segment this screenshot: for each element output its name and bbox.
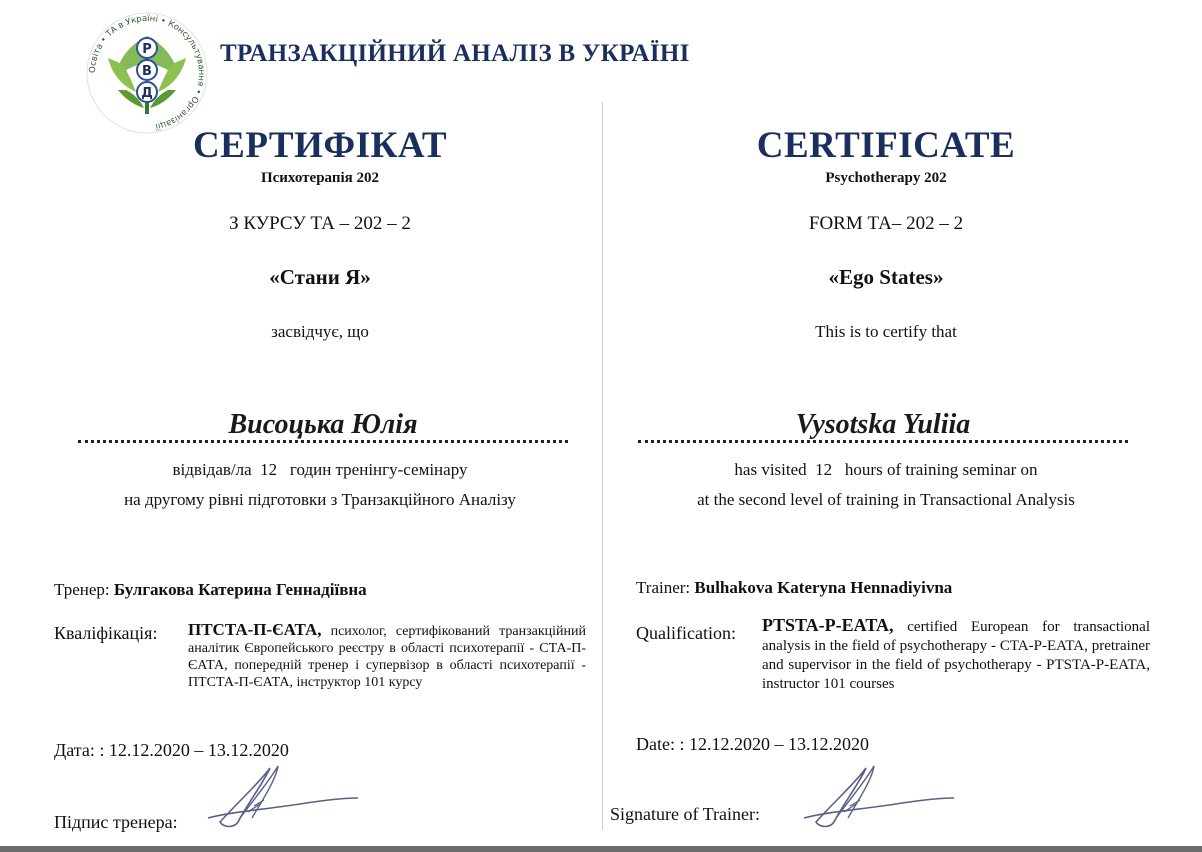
en-certificate-title: CERTIFICATE bbox=[756, 125, 1016, 166]
en-certify-text: This is to certify that bbox=[815, 322, 957, 341]
en-qualification-label: Qualification: bbox=[636, 623, 736, 643]
ua-signature-label: Підпис тренера: bbox=[54, 812, 178, 832]
en-qualification-description: certified European for transactional analysis in the field of psychotherapy - CTA-P-EATA, pretrainer and supervisor in the field of psychotherapy - PTSTA-P-EATA, instructor 101 courses bbox=[762, 619, 1151, 692]
en-trainer-line bbox=[636, 578, 952, 598]
en-attendance-line bbox=[626, 460, 1146, 480]
logo-letter-d: Д bbox=[141, 86, 153, 101]
en-trainer-label: Trainer: bbox=[636, 578, 691, 597]
column-divider bbox=[602, 102, 603, 830]
en-qualification-code: PTSTA-P-EATA, bbox=[762, 615, 894, 635]
ua-attended-pre: відвідав/ла bbox=[172, 460, 252, 479]
organization-title: ТРАНЗАКЦІЙНИЙ АНАЛІЗ В УКРАЇНІ bbox=[220, 40, 690, 67]
en-attended-post: hours of training seminar on bbox=[844, 460, 1038, 479]
en-attended-pre: has visited bbox=[734, 460, 807, 479]
ua-trainer-signature bbox=[200, 760, 370, 835]
ua-trainer-label: Тренер: bbox=[54, 580, 110, 599]
ua-form-code: З КУРСУ ТА – 202 – 2 bbox=[229, 213, 411, 234]
ua-certificate-title: СЕРТИФІКАТ bbox=[192, 125, 448, 166]
logo-letter-r: Р bbox=[142, 42, 152, 57]
logo-letter-v: В bbox=[142, 64, 152, 79]
ua-name-dotted-line bbox=[78, 440, 568, 443]
en-hours-count: 12 bbox=[815, 460, 833, 479]
logo-ring-text: Освіта • ТА в Україні • Консультування • Організації bbox=[87, 13, 207, 132]
en-recipient-name: Vysotska Yuliia bbox=[795, 409, 971, 440]
ua-trainer-line bbox=[54, 580, 367, 600]
organization-logo bbox=[78, 8, 216, 138]
en-date: Date: : 12.12.2020 – 13.12.2020 bbox=[636, 734, 869, 754]
ua-course-name: «Стани Я» bbox=[269, 265, 371, 289]
ua-attended-post: годин тренінгу-семінару bbox=[289, 460, 468, 479]
ua-recipient-name: Висоцька Юлія bbox=[228, 409, 418, 440]
ua-qualification-description: психолог, сертифікований транзакційний аналітик Європейського реєстру в області психотерапії - СТА-П-ЄАТА, попередній тренер і супервізор в області психотерапії - ПТСТА-П-ЄАТА, інструктор 101 курсу bbox=[188, 624, 586, 690]
ua-certify-text: засвідчує, що bbox=[271, 322, 369, 341]
ua-hours-count: 12 bbox=[260, 460, 278, 479]
en-form-code: FORM ТА– 202 – 2 bbox=[808, 213, 964, 234]
en-qualification-text bbox=[762, 616, 1150, 694]
ua-qualification-label: Кваліфікація: bbox=[54, 623, 158, 643]
en-name-dotted-line bbox=[638, 440, 1128, 443]
en-course-name: «Ego States» bbox=[828, 265, 944, 289]
bottom-edge bbox=[0, 846, 1202, 852]
ua-attendance-line bbox=[60, 460, 580, 480]
ua-trainer-name: Булгакова Катерина Геннадіївна bbox=[113, 580, 367, 599]
en-trainer-signature bbox=[796, 760, 966, 835]
ua-date: Дата: : 12.12.2020 – 13.12.2020 bbox=[54, 740, 289, 760]
en-certificate-subtitle: Psychotherapy 202 bbox=[825, 170, 947, 186]
ua-qualification-code: ПТСТА-П-ЄАТА, bbox=[188, 620, 322, 639]
ua-certificate-subtitle: Психотерапія 202 bbox=[260, 170, 380, 186]
en-trainer-name: Bulhakova Kateryna Hennadiyivna bbox=[694, 578, 953, 597]
ua-qualification-text bbox=[188, 621, 586, 691]
ua-level-line: на другому рівні підготовки з Транзакційного Аналізу bbox=[124, 490, 516, 509]
en-signature-label: Signature of Trainer: bbox=[610, 804, 760, 824]
en-level-line: at the second level of training in Transactional Analysis bbox=[697, 490, 1075, 509]
